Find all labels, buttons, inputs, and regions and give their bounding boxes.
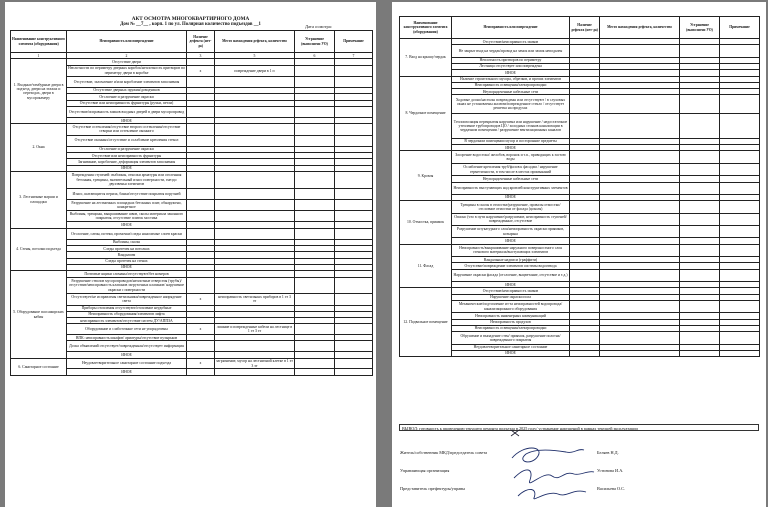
fixed-cell bbox=[295, 294, 335, 305]
defect-description: Почтовые ящики сломаны/отсутствуют/без номеров bbox=[67, 271, 187, 277]
handwritten-signatures-icon bbox=[504, 440, 599, 504]
note-cell bbox=[335, 171, 373, 188]
note-cell bbox=[335, 294, 373, 305]
col-header-defect: Неисправность или повреждение bbox=[67, 31, 187, 53]
fixed-cell bbox=[680, 151, 720, 163]
note-cell bbox=[335, 124, 373, 135]
defect-description: Механические/подтопление из-за неисправностей водопровода/канализационного оборудования bbox=[452, 300, 570, 312]
table-row bbox=[400, 95, 760, 114]
defect-description: Отсутствие/исправность замков входных дверей в двери мусоропровод bbox=[67, 106, 187, 117]
defect-location-cell bbox=[600, 300, 680, 312]
defect-description: Разрушение на лестничных площадках бетонных плит, обнаружено, конкретное bbox=[67, 199, 187, 210]
note-cell bbox=[720, 114, 760, 139]
column-number: 1 bbox=[11, 53, 67, 59]
note-cell bbox=[720, 163, 760, 175]
defect-description: Отсутствие оконных/отсутствие и ослабление крепления стекол bbox=[67, 135, 187, 146]
defect-description: Неудовлетворительное санитарное состояние bbox=[452, 344, 570, 350]
note-cell bbox=[335, 324, 373, 335]
note-cell bbox=[720, 95, 760, 114]
table-row bbox=[400, 182, 760, 194]
defect-description: Отслоение, сатин, потеки, промочки/следы наносимые слоев краски bbox=[67, 228, 187, 239]
defect-description: ИНОЕ bbox=[67, 118, 187, 124]
note-cell bbox=[335, 65, 373, 76]
defect-description: Наличие строительного мусора, обрезков, и прочих элементов bbox=[452, 76, 570, 82]
defect-description: Опасно (что в пути нарушение/разрушение, неисправность ступеней/поврежденные, отсутствие bbox=[452, 213, 570, 225]
table-row bbox=[11, 171, 373, 188]
defect-description: Приборы отопления отсутствуют/отопление неудобные bbox=[67, 305, 187, 311]
defect-location-cell bbox=[600, 95, 680, 114]
defect-description: Ходовые доски/настилы повреждены или отсутствуют / в слуховых окнах не установлены жалюзи/поврежденное стекло / отсутствует решетка на продухах bbox=[452, 95, 570, 114]
defect-description: Следы протечек на стенах bbox=[67, 258, 187, 264]
inspection-table-left bbox=[10, 30, 373, 376]
defect-location-cell bbox=[600, 226, 680, 238]
defect-present-cell bbox=[570, 182, 600, 194]
defect-description: Вандализм bbox=[67, 252, 187, 258]
defect-description: Лестница отсутствует или повреждена bbox=[452, 63, 570, 69]
defect-description: ИНОЕ bbox=[67, 352, 187, 358]
defect-present-cell bbox=[570, 332, 600, 344]
inspection-date-label: Дата осмотра: bbox=[304, 24, 332, 29]
table-row bbox=[400, 332, 760, 344]
defect-description: Оборудование и слаботочные сети не упорядочены bbox=[67, 324, 187, 335]
defect-description: Загнивание, коробление, деформация элементов заполнения bbox=[67, 159, 187, 165]
note-cell bbox=[335, 188, 373, 199]
note-cell bbox=[720, 213, 760, 225]
defect-description: Неисправность выступающих над кровлей конструктивных элементов bbox=[452, 182, 570, 194]
defect-description: ИНОЕ bbox=[452, 282, 570, 288]
fixed-cell bbox=[295, 124, 335, 135]
defect-description: Отсутствие остекления/отсутствие второго остекления/отсутствие створки или остекление оконного bbox=[67, 124, 187, 135]
fixed-cell bbox=[680, 163, 720, 175]
defect-location-cell bbox=[215, 124, 295, 135]
note-cell bbox=[720, 151, 760, 163]
fixed-cell bbox=[295, 277, 335, 294]
defect-present-mark: х bbox=[187, 294, 215, 305]
fixed-cell bbox=[680, 300, 720, 312]
defect-location: загрязнение, мусор на лестничной клетке в 1 эт 3 эт bbox=[216, 359, 293, 368]
conclusion-text: ВЫВОД: готовность к проведению текущего ремонта подъезда в 2025 году/ устранение нарушений в рамках текущей эксплуатации bbox=[399, 424, 759, 431]
signature-name: Устинова И.А. bbox=[597, 468, 624, 473]
note-cell bbox=[720, 226, 760, 238]
defect-description: Отсутствие или неисправность фурнитуры bbox=[67, 153, 187, 159]
defect-location-cell bbox=[600, 163, 680, 175]
note-cell bbox=[335, 199, 373, 210]
defect-location-cell bbox=[600, 269, 680, 281]
element-category: 8. Чердачное помещение bbox=[400, 76, 452, 151]
defect-description: Неисправность продухов bbox=[452, 319, 570, 325]
act-page-right bbox=[392, 2, 766, 507]
defect-description: Засорение водостока/ желобов, воронок и т.п., приводящих к застою воды bbox=[452, 151, 570, 163]
defect-present-cell bbox=[570, 95, 600, 114]
defect-present-cell bbox=[187, 199, 215, 210]
table-row bbox=[400, 226, 760, 238]
defect-description: Неупорядоченные кабельные сети bbox=[452, 176, 570, 182]
note-cell bbox=[335, 76, 373, 87]
element-category: 10. Отмостка, приямок bbox=[400, 201, 452, 244]
defect-location-cell bbox=[600, 213, 680, 225]
defect-present-mark: х bbox=[187, 358, 215, 369]
defect-location-cell bbox=[600, 45, 680, 57]
col-header-location: Место нахождения дефекта, количество bbox=[600, 17, 680, 39]
defect-description: Отсутствует/не исправлены светильники/поврежденное напрядение света bbox=[67, 294, 187, 305]
defect-location-cell bbox=[215, 228, 295, 239]
defect-description: Отсутствие дверных пружин/доводчиков bbox=[67, 87, 187, 93]
column-number: 7 bbox=[335, 53, 373, 59]
defect-location-cell bbox=[215, 106, 295, 117]
fixed-cell bbox=[295, 211, 335, 222]
note-cell bbox=[720, 350, 760, 356]
defect-description: ИНОЕ bbox=[67, 165, 187, 171]
defect-location-cell bbox=[600, 350, 680, 356]
defect-location-cell bbox=[600, 244, 680, 256]
table-row bbox=[400, 163, 760, 175]
defect-present-cell bbox=[570, 45, 600, 57]
defect-description: Износ, шатающиеся перила, банки/отсутствие покрытия поручней bbox=[67, 188, 187, 199]
defect-present-cell bbox=[570, 350, 600, 356]
defect-present-cell bbox=[187, 277, 215, 294]
fixed-cell bbox=[295, 358, 335, 369]
fixed-cell bbox=[295, 135, 335, 146]
fixed-cell bbox=[295, 76, 335, 87]
defect-description: Отсутствие или неисправность фурнитуры (ручки, петли) bbox=[67, 100, 187, 106]
defect-description: Разрушение штукатурного слоя/неисправность окраски приямков, козырька bbox=[452, 226, 570, 238]
col-header-element: Наименование конструктивного элемента (оборудования) bbox=[11, 31, 67, 53]
note-cell bbox=[335, 211, 373, 222]
signature-name: Васильева О.С. bbox=[597, 486, 626, 491]
defect-description: неисправность элементов/отсутствие систем ДУ/АППЗА bbox=[67, 318, 187, 324]
defect-location-cell bbox=[215, 277, 295, 294]
defect-description: Разрушение стволов мусоропроводов/неплотные отверстия (трубы)/отсутствие/неисправность клапанов загрузочных клапанов/ нарушение окраски с поверхности bbox=[67, 277, 187, 294]
table-row bbox=[400, 213, 760, 225]
col-header-element: Наименование конструктивного элемента (оборудования) bbox=[400, 17, 452, 39]
note-cell bbox=[335, 369, 373, 375]
fixed-cell bbox=[680, 269, 720, 281]
defect-present-cell bbox=[187, 124, 215, 135]
fixed-cell bbox=[680, 95, 720, 114]
defect-description: Неплотность притворов по периметру bbox=[452, 57, 570, 63]
col-header-note: Примечание bbox=[335, 31, 373, 53]
defect-location: повреждение двери в 1 п bbox=[215, 65, 295, 76]
defect-present-cell bbox=[187, 106, 215, 117]
act-page-left bbox=[5, 2, 376, 507]
defect-description: ИНОЕ bbox=[67, 222, 187, 228]
defect-present-cell bbox=[187, 135, 215, 146]
defect-location-cell bbox=[215, 211, 295, 222]
defect-description: ИНОЕ bbox=[452, 145, 570, 151]
defect-location-cell bbox=[600, 332, 680, 344]
defect-description: Неисправность/выкрашивание наружного поверхностного слоя стенового материала/выступающих элементов bbox=[452, 244, 570, 256]
defect-description: Не закрыт вход на чердак/провод на замок или замок неподален bbox=[452, 45, 570, 57]
column-number: 5 bbox=[215, 53, 295, 59]
fixed-cell bbox=[680, 244, 720, 256]
fixed-cell bbox=[680, 182, 720, 194]
defect-description: Отсутствие двери bbox=[67, 59, 187, 65]
element-category: 2. Окна bbox=[11, 124, 67, 172]
defect-description: Доска объявлений отсутствует/поврежденная/отсутствует информация bbox=[67, 341, 187, 352]
col-header-present: Наличие дефекта (нет-да) bbox=[570, 17, 600, 39]
fixed-cell bbox=[295, 171, 335, 188]
element-category: 11. Фасад bbox=[400, 244, 452, 288]
fixed-cell bbox=[295, 324, 335, 335]
defect-description: Нарушение окраски фасада (отслоение, выцветание, отсутствие и т.д.) bbox=[452, 269, 570, 281]
act-subtitle: Дом № __7__ , корп. 1 по ул. Полярная количество подъездов __1 bbox=[120, 22, 261, 27]
note-cell bbox=[335, 106, 373, 117]
defect-description: Неупорядоченные кабельные сети bbox=[452, 89, 570, 95]
defect-location-cell bbox=[600, 151, 680, 163]
defect-present-cell bbox=[570, 114, 600, 139]
col-header-fixed: Устранение (выполнено УО) bbox=[295, 31, 335, 53]
element-category: 12. Подвальное помещение bbox=[400, 288, 452, 357]
defect-present-mark: х bbox=[187, 65, 215, 76]
defect-location-cell bbox=[600, 201, 680, 213]
col-header-location: Место нахождения дефекта, количество bbox=[215, 31, 295, 53]
defect-description: Вандальные надписи (граффити) bbox=[452, 257, 570, 263]
defect-location: лишние и поврежденные кабели на лестнице в 1 эт 3 эт bbox=[215, 324, 295, 335]
defect-location-cell bbox=[215, 199, 295, 210]
defect-description: Теплоизоляция перекрытия нарушена или нарушение / недостаточное утепление трубопроводов ЦО / холодных стояков канализации в чердачном помещении / разрушение вентиляционных каналов bbox=[452, 114, 570, 139]
defect-present-cell bbox=[570, 269, 600, 281]
defect-description: Неисправность оборудования/элементов лифта bbox=[67, 311, 187, 317]
fixed-cell bbox=[295, 369, 335, 375]
defect-location-cell bbox=[215, 76, 295, 87]
note-cell bbox=[720, 182, 760, 194]
table-row bbox=[400, 244, 760, 256]
defect-description: ИНОЕ bbox=[452, 194, 570, 200]
note-cell bbox=[335, 135, 373, 146]
defect-present-cell bbox=[570, 151, 600, 163]
defect-present-cell bbox=[187, 211, 215, 222]
table-row bbox=[11, 124, 373, 135]
defect-description: Выбоины, трещины, выкрашивание швов, сколы материала законного покрытия, отсутствие плиток мостика bbox=[67, 211, 187, 222]
defect-present-cell bbox=[570, 244, 600, 256]
table-row bbox=[400, 114, 760, 139]
defect-present-cell bbox=[570, 213, 600, 225]
defect-description: ВПК: неисправность шкафов/ арматуры/отсутствие пузырьков bbox=[67, 335, 187, 341]
defect-description: ИНОЕ bbox=[67, 264, 187, 270]
fixed-cell bbox=[680, 226, 720, 238]
signature-role: Представитель префектуры/управы bbox=[400, 486, 466, 491]
defect-present-cell bbox=[570, 300, 600, 312]
defect-present-cell bbox=[187, 228, 215, 239]
defect-description: Отслоение и разрушение окраски bbox=[67, 94, 187, 100]
element-category: 5. Оборудование пассажирских кабин bbox=[11, 271, 67, 359]
defect-description: ИНОЕ bbox=[452, 350, 570, 356]
defect-description: ИНОЕ bbox=[67, 369, 187, 375]
fixed-cell bbox=[295, 65, 335, 76]
defect-description: Отсутствие/повреждение элементов системы водоотвода bbox=[452, 263, 570, 269]
defect-present-cell bbox=[187, 341, 215, 352]
defect-description: Обрушение и выпадение стен/ приямок, разрушение полотна/поврежденного покрытия bbox=[452, 332, 570, 344]
column-number: 2 bbox=[67, 53, 187, 59]
table-row bbox=[11, 228, 373, 239]
defect-description: Отсутствие/неисправность замков bbox=[452, 288, 570, 294]
fixed-cell bbox=[295, 199, 335, 210]
defect-description: Неплотности по периметру дверных коробок/неплотность притворов по периметру двери в коробке bbox=[68, 66, 185, 75]
defect-description: Неисправность освещения/электропроводки bbox=[452, 325, 570, 331]
defect-location-cell bbox=[600, 182, 680, 194]
defect-location-cell bbox=[215, 135, 295, 146]
element-category: 9. Кровля bbox=[400, 151, 452, 201]
column-number: 3 bbox=[187, 53, 215, 59]
defect-description: Неудовлетворительное санитарное состояние подъезда bbox=[67, 358, 187, 369]
fixed-cell bbox=[680, 350, 720, 356]
note-cell bbox=[335, 277, 373, 294]
act-title: АКТ ОСМОТРА МНОГОКВАРТИРНОГО ДОМА bbox=[131, 16, 250, 22]
defect-present-mark: х bbox=[187, 324, 215, 335]
defect-present-cell bbox=[570, 163, 600, 175]
defect-description: Выбоины, сколы bbox=[67, 239, 187, 245]
table-row bbox=[400, 269, 760, 281]
signature-role: Управляющая организация bbox=[400, 468, 450, 473]
defect-location-cell bbox=[215, 341, 295, 352]
defect-description: Неисправность инженерных коммуникаций bbox=[452, 313, 570, 319]
signature-role: Житель/собственник МКД/председатель совета bbox=[400, 450, 488, 455]
defect-location-cell bbox=[215, 188, 295, 199]
table-row bbox=[400, 350, 760, 356]
defect-description: Отслоение и разрушение окраски bbox=[67, 146, 187, 152]
col-header-note: Примечание bbox=[720, 17, 760, 39]
note-cell bbox=[335, 358, 373, 369]
note-cell bbox=[720, 332, 760, 344]
defect-location-cell bbox=[215, 369, 295, 375]
fixed-cell bbox=[680, 332, 720, 344]
defect-description: Отсутствие, заломление и/или коробление элементов заполнения bbox=[67, 76, 187, 87]
inspection-table-right bbox=[399, 16, 760, 357]
defect-present-cell bbox=[187, 76, 215, 87]
cross-mark-icon bbox=[510, 429, 520, 437]
defect-description: Следы протечек на потолках bbox=[67, 246, 187, 252]
table-row bbox=[400, 151, 760, 163]
defect-present-cell bbox=[187, 188, 215, 199]
element-category: 6. Санитарное состояние bbox=[11, 358, 67, 375]
element-category: 1. Входные/тамбурные двери в подъезд, двери на этажах и переходах, двери в мусорокамеру bbox=[11, 59, 67, 124]
fixed-cell bbox=[680, 201, 720, 213]
defect-description: Нарушение окраски пола bbox=[452, 294, 570, 300]
fixed-cell bbox=[680, 45, 720, 57]
note-cell bbox=[720, 45, 760, 57]
defect-description: Повреждения ступеней: выбоины, отколки арматуры или оголенная бетонная, трещины, значительный износ поверхности, гнездо двухзвенья элементов bbox=[67, 171, 187, 188]
defect-description: В чердачном помещении мусор и посторонние предметы bbox=[452, 138, 570, 144]
defect-present-cell bbox=[187, 369, 215, 375]
fixed-cell bbox=[295, 188, 335, 199]
col-header-present: Наличие дефекта (нет-да) bbox=[187, 31, 215, 53]
defect-description: ИНОЕ bbox=[452, 70, 570, 76]
defect-description: Отсутствие/неисправность замков bbox=[452, 39, 570, 45]
element-category: 7. Вход на крышу/чердак bbox=[400, 39, 452, 77]
element-category: 4. Стены, потолки подъезда bbox=[11, 228, 67, 271]
fixed-cell bbox=[680, 114, 720, 139]
defect-description: Ослабление крепления труб/фалов к фасадам / нарушение герметичности, в том числе в местах примыканий bbox=[452, 163, 570, 175]
defect-location-cell bbox=[600, 114, 680, 139]
signature-name: Беляев Н.Д. bbox=[597, 450, 619, 455]
note-cell bbox=[720, 269, 760, 281]
fixed-cell bbox=[295, 341, 335, 352]
defect-description: ИНОЕ bbox=[452, 238, 570, 244]
note-cell bbox=[720, 300, 760, 312]
table-row bbox=[400, 45, 760, 57]
note-cell bbox=[335, 228, 373, 239]
col-header-fixed: Устранение (выполнено УО) bbox=[680, 17, 720, 39]
defect-present-cell bbox=[187, 171, 215, 188]
defect-description: Неисправность освещения/электропроводки bbox=[452, 82, 570, 88]
note-cell bbox=[335, 341, 373, 352]
fixed-cell bbox=[680, 213, 720, 225]
element-category: 3. Лестничные марши и площадки bbox=[11, 171, 67, 228]
note-cell bbox=[720, 201, 760, 213]
col-header-defect: Неисправность или повреждение bbox=[452, 17, 570, 39]
defect-location: неисправность светильных приборов в 1 эт 3 эт bbox=[215, 294, 295, 305]
fixed-cell bbox=[295, 106, 335, 117]
fixed-cell bbox=[295, 228, 335, 239]
defect-present-cell bbox=[570, 226, 600, 238]
column-number: 6 bbox=[295, 53, 335, 59]
table-row bbox=[11, 358, 373, 369]
defect-description: Трещины в сколы в отмостке/разрушение, провалы отмостки/отслоение отмостки от фасада (цоколя) bbox=[452, 201, 570, 213]
defect-location-cell bbox=[215, 171, 295, 188]
defect-present-cell bbox=[570, 201, 600, 213]
table-row bbox=[400, 300, 760, 312]
note-cell bbox=[720, 244, 760, 256]
table-row bbox=[400, 201, 760, 213]
